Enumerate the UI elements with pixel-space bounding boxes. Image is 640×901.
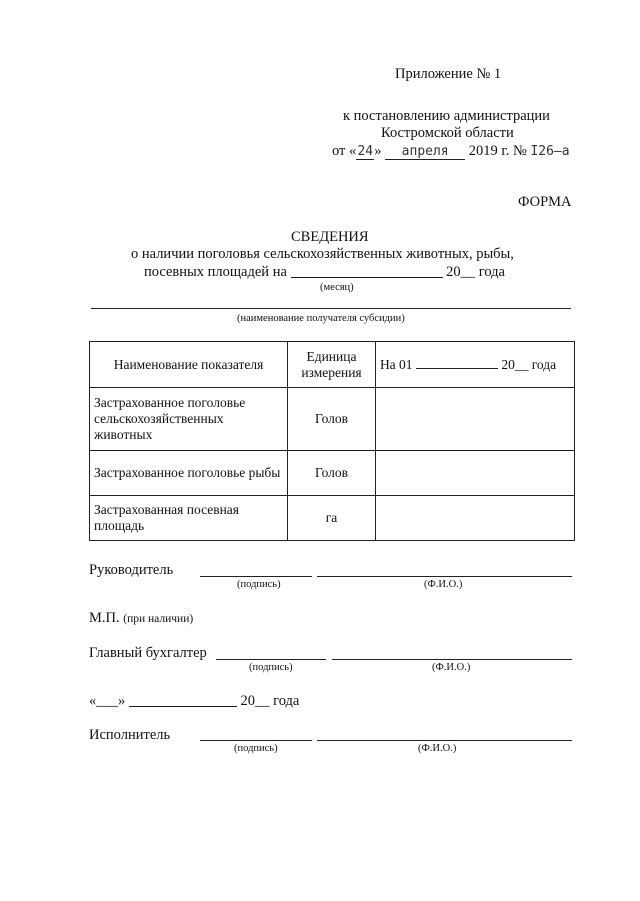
table-row	[90, 388, 575, 451]
month-field	[291, 263, 443, 278]
head-fio-line[interactable]	[317, 576, 572, 577]
sign-date	[89, 692, 299, 710]
accountant-sign-hint: (подпись)	[249, 662, 293, 673]
sign-date-month[interactable]	[129, 692, 237, 707]
header-unit: Единица измерения	[288, 342, 376, 388]
table-row	[90, 451, 575, 496]
header-date-suffix: 20__ года	[501, 357, 557, 372]
title-line-2	[144, 263, 505, 281]
row-unit: га	[288, 496, 376, 541]
date-year: 2019 г. №	[468, 143, 527, 159]
form-label: ФОРМА	[518, 194, 572, 210]
accountant-sign-line[interactable]	[216, 659, 326, 660]
accountant-fio-line[interactable]	[332, 659, 572, 660]
executor-sign-hint: (подпись)	[234, 743, 278, 754]
executor-label: Исполнитель	[89, 727, 171, 743]
recipient-line	[91, 308, 571, 309]
title-line-1: о наличии поголовья сельскохозяйственных животных, рыбы,	[131, 246, 514, 262]
header-indicator: Наименование показателя	[90, 342, 288, 388]
head-fio-hint: (Ф.И.О.)	[424, 579, 463, 590]
date-day: 24	[357, 144, 374, 159]
stamp-note: (при наличии)	[123, 613, 194, 625]
stamp-area	[89, 610, 193, 627]
sign-date-year: 20__ года	[240, 693, 300, 709]
head-sign-hint: (подпись)	[237, 579, 281, 590]
month-hint: (месяц)	[320, 282, 354, 293]
accountant-label: Главный бухгалтер	[89, 645, 207, 661]
row-name: Застрахованное поголовье сельскохозяйственных животных	[90, 388, 288, 451]
executor-fio-hint: (Ф.И.О.)	[418, 743, 457, 754]
executor-sign-line[interactable]	[200, 740, 312, 741]
appendix-number: Приложение № 1	[395, 66, 502, 82]
date-mid: »	[374, 143, 382, 159]
date-month: апреля	[385, 144, 465, 160]
resolution-date	[332, 143, 570, 160]
row-unit: Голов	[288, 451, 376, 496]
head-label: Руководитель	[89, 562, 174, 578]
table-row	[90, 496, 575, 541]
table-header-row	[90, 342, 575, 388]
date-prefix: от «	[332, 143, 357, 159]
accountant-fio-hint: (Ф.И.О.)	[432, 662, 471, 673]
header-date-prefix: На 01	[379, 357, 413, 372]
title-line-2-end: 20__ года	[446, 264, 505, 280]
region-name: Костромской области	[381, 125, 514, 141]
head-sign-line[interactable]	[200, 576, 312, 577]
title-line-2-start: посевных площадей на	[144, 264, 287, 280]
stamp-label: М.П.	[89, 610, 120, 626]
sign-date-day: «___»	[89, 693, 126, 709]
doc-number: I26–а	[530, 144, 570, 159]
row-value[interactable]	[375, 496, 574, 541]
resolution-reference: к постановлению администрации	[343, 108, 550, 124]
row-name: Застрахованная посевная площадь	[90, 496, 288, 541]
executor-fio-line[interactable]	[317, 740, 572, 741]
row-name: Застрахованное поголовье рыбы	[90, 451, 288, 496]
header-date	[375, 342, 574, 388]
row-unit: Голов	[288, 388, 376, 451]
recipient-hint: (наименование получателя субсидии)	[237, 313, 405, 324]
header-date-blank	[416, 356, 498, 369]
indicators-table	[89, 341, 575, 541]
row-value[interactable]	[375, 451, 574, 496]
form-title: СВЕДЕНИЯ	[291, 229, 369, 245]
row-value[interactable]	[375, 388, 574, 451]
